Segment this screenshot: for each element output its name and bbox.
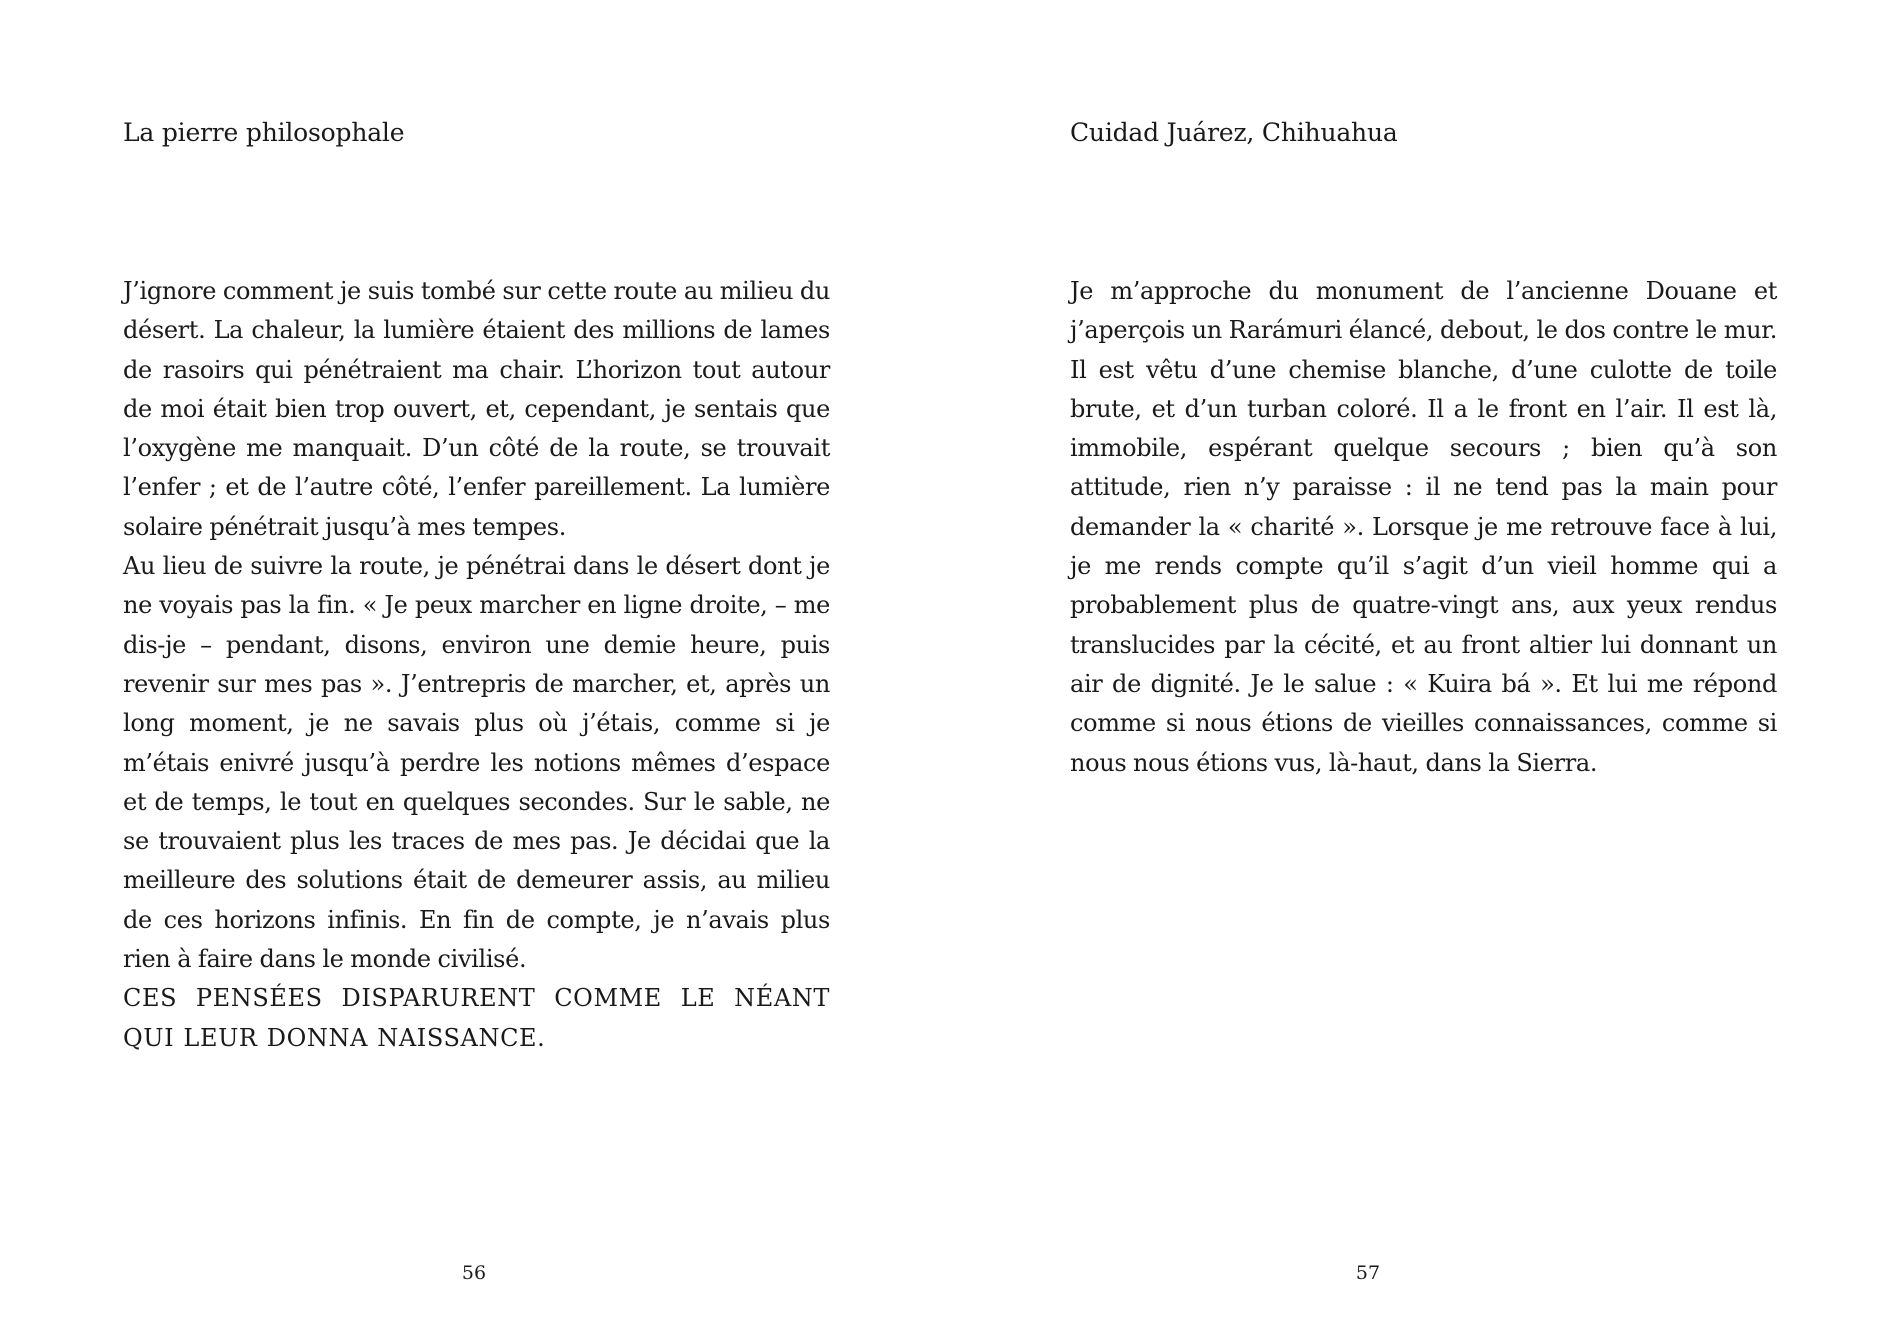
running-head-right: Cuidad Juárez, Chihuahua: [1070, 118, 1398, 147]
page-number-left: 56: [461, 1262, 487, 1284]
page-number-right: 57: [1355, 1262, 1381, 1284]
right-page: [945, 0, 1890, 1339]
paragraph: Au lieu de suivre la route, je pénétrai dans le désert dont je ne voyais pas la fin. « Je peux marcher en ligne droite, – me dis-je – pendant, disons, environ une demie heure, puis revenir sur mes pas ». J’entrepris de marcher, et, après un long moment, je ne savais plus où j’étais, comme si je m’étais enivré jusqu’à perdre les notions mêmes d’espace et de temps, le tout en quelques secondes. Sur le sable, ne se trouvaient plus les traces de mes pas. Je décidai que la meilleure des solutions était de demeurer assis, au milieu de ces horizons infinis. En fin de compte, je n’avais plus rien à faire dans le monde civilisé.: [123, 552, 830, 974]
body-text-left: [123, 272, 830, 1058]
closing-line-caps: CES PENSÉES DISPARURENT COMME LE NÉANT QUI LEUR DONNA NAISSANCE.: [123, 984, 830, 1052]
running-head-left: La pierre philosophale: [123, 118, 405, 147]
paragraph: Je m’approche du monument de l’ancienne Douane et j’aperçois un Rarámuri élancé, debout, le dos contre le mur. Il est vêtu d’une chemise blanche, d’une culotte de toile brute, et d’un turban coloré. Il a le front en l’air. Il est là, immobile, espérant quelque secours ; bien qu’à son attitude, rien n’y paraisse : il ne tend pas la main pour demander la « charité ». Lorsque je me retrouve face à lui, je me rends compte qu’il s’agit d’un vieil homme qui a probablement plus de quatre-vingt ans, aux yeux rendus translucides par la cécité, et au front altier lui donnant un air de dignité. Je le salue : « Kuira bá ». Et lui me répond comme si nous étions de vieilles connaissances, comme si nous nous étions vus, là-haut, dans la Sierra.: [1070, 277, 1777, 777]
body-text-right: [1070, 272, 1777, 783]
paragraph: J’ignore comment je suis tombé sur cette route au milieu du désert. La chaleur, la lumière étaient des millions de lames de rasoirs qui pénétraient ma chair. L’horizon tout autour de moi était bien trop ouvert, et, cependant, je sentais que l’oxygène me manquait. D’un côté de la route, se trouvait l’enfer ; et de l’autre côté, l’enfer pareillement. La lumière solaire pénétrait jusqu’à mes tempes.: [123, 277, 830, 541]
